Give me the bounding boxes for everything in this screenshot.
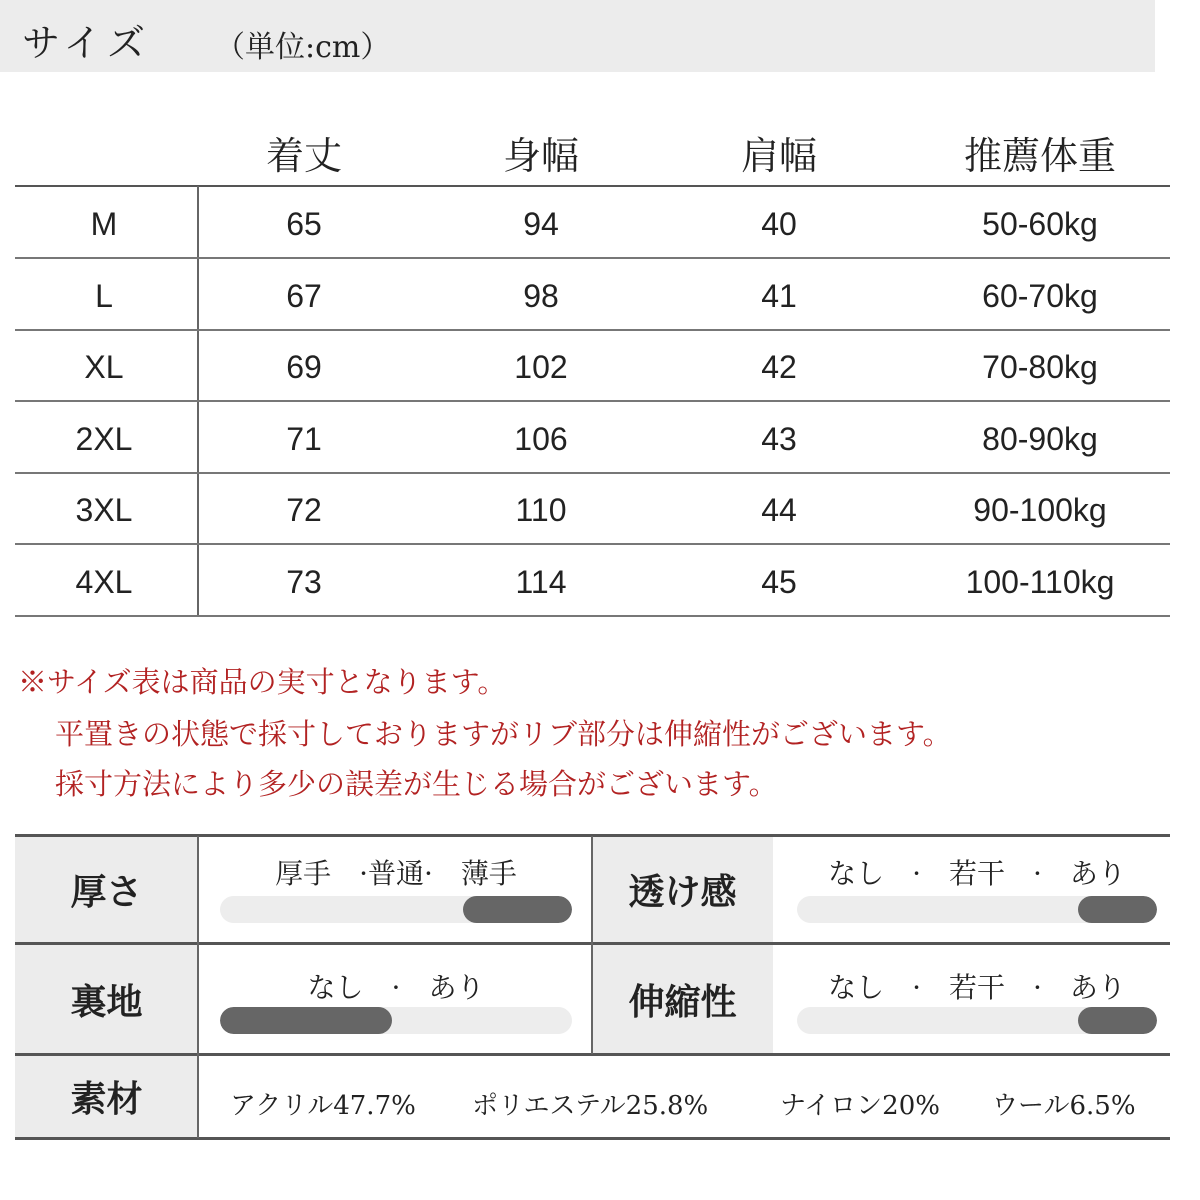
divider [15, 1137, 1170, 1140]
attr-options: なし · あり [307, 971, 485, 1004]
attr-label: 透け感 [592, 836, 773, 943]
divider [15, 400, 1170, 402]
header-bar [0, 0, 1155, 72]
table-cell: 45 [761, 563, 797, 600]
column-header: 身幅 [502, 134, 580, 178]
table-cell: 73 [286, 563, 322, 600]
divider [197, 836, 199, 1138]
level-bar-fill [1078, 1007, 1157, 1034]
note-line: ※サイズ表は商品の実寸となります。 [18, 665, 507, 699]
column-header: 着丈 [265, 134, 343, 178]
size-label: 3XL [75, 492, 133, 528]
table-cell: 42 [761, 349, 797, 385]
size-label: 2XL [75, 420, 133, 457]
table-cell: 98 [523, 277, 559, 314]
table-cell: 102 [514, 349, 568, 385]
level-bar-fill [463, 896, 572, 923]
material-item: アクリル47.7% [230, 1091, 416, 1121]
material-item: ウール6.5% [992, 1091, 1136, 1121]
attr-options: 厚手 ·普通· 薄手 [275, 857, 517, 890]
table-cell: 50-60kg [982, 206, 1098, 242]
table-cell: 72 [286, 492, 322, 528]
column-header: 肩幅 [740, 134, 818, 178]
level-bar [797, 896, 1157, 923]
material-item: ポリエステル25.8% [472, 1091, 709, 1121]
divider [15, 257, 1170, 259]
level-bar [797, 1007, 1157, 1034]
table-cell: 65 [286, 206, 322, 242]
table-cell: 41 [761, 277, 797, 314]
table-cell: 80-90kg [982, 420, 1098, 457]
table-cell: 67 [286, 277, 322, 314]
divider [15, 185, 1170, 187]
note-line: 採寸方法により多少の誤差が生じる場合がございます。 [55, 767, 778, 801]
table-cell: 70-80kg [982, 349, 1098, 385]
divider [15, 615, 1170, 617]
table-cell: 100-110kg [965, 563, 1115, 600]
table-cell: 71 [286, 420, 322, 457]
level-bar-fill [220, 1007, 392, 1034]
divider [15, 329, 1170, 331]
table-cell: 60-70kg [982, 277, 1098, 314]
attr-options: なし · 若干 · あり [828, 857, 1126, 890]
attr-label: 素材 [15, 1055, 198, 1138]
size-label: L [95, 277, 113, 314]
material-item: ナイロン20% [780, 1091, 940, 1121]
attr-label: 伸縮性 [592, 944, 773, 1054]
page-title: サイズ [22, 21, 151, 65]
divider [591, 836, 593, 1054]
table-cell: 40 [761, 206, 797, 242]
level-bar [220, 1007, 572, 1034]
table-cell: 44 [761, 492, 797, 528]
divider [15, 543, 1170, 545]
note-line: 平置きの状態で採寸しておりますがリブ部分は伸縮性がございます。 [55, 717, 952, 751]
size-label: M [90, 206, 118, 242]
level-bar [220, 896, 572, 923]
level-bar-fill [1078, 896, 1157, 923]
table-cell: 69 [286, 349, 322, 385]
table-cell: 94 [523, 206, 559, 242]
attr-options: なし · 若干 · あり [828, 971, 1126, 1004]
table-cell: 90-100kg [973, 492, 1107, 528]
size-label: 4XL [75, 563, 133, 600]
attr-label: 厚さ [15, 836, 198, 943]
table-cell: 106 [514, 420, 568, 457]
table-cell: 110 [515, 492, 567, 528]
column-header: 推薦体重 [963, 134, 1117, 178]
attr-label: 裏地 [15, 944, 198, 1054]
size-label: XL [84, 349, 124, 385]
divider [15, 472, 1170, 474]
table-cell: 43 [761, 420, 797, 457]
table-cell: 114 [515, 563, 567, 600]
unit-label: （単位:cm） [215, 30, 391, 65]
